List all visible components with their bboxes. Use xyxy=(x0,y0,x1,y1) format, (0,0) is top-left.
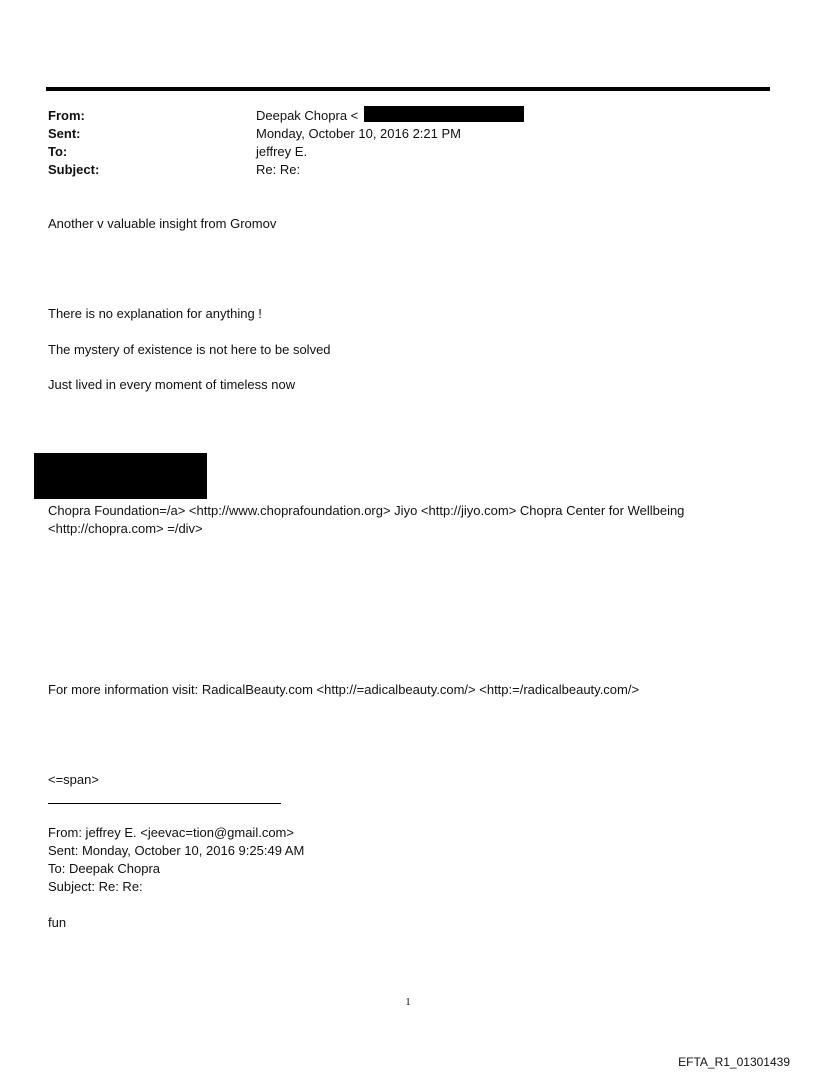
sent-value: Monday, October 10, 2016 2:21 PM xyxy=(256,126,461,141)
quoted-from: From: jeffrey E. <jeevac=tion@gmail.com> xyxy=(48,825,294,840)
body-line-2: There is no explanation for anything ! xyxy=(48,306,262,321)
quote-separator xyxy=(48,803,281,804)
quoted-message: fun xyxy=(48,915,67,930)
header-rule xyxy=(46,87,770,91)
to-label: To: xyxy=(48,144,68,159)
redaction-signature xyxy=(34,453,207,499)
page-number: 1 xyxy=(405,996,411,1008)
subject-label: Subject: xyxy=(48,162,100,177)
subject-value: Re: Re: xyxy=(256,162,301,177)
body-line-3: The mystery of existence is not here to be solved xyxy=(48,342,331,357)
to-value: jeffrey E. xyxy=(256,144,308,159)
body-line-4: Just lived in every moment of timeless now xyxy=(48,377,296,392)
quoted-subject: Subject: Re: Re: xyxy=(48,879,143,894)
quoted-sent: Sent: Monday, October 10, 2016 9:25:49 AM xyxy=(48,843,305,858)
document-id: EFTA_R1_01301439 xyxy=(678,1055,790,1069)
from-value: Deepak Chopra < xyxy=(256,108,359,123)
quoted-to: To: Deepak Chopra xyxy=(48,861,161,876)
signature-text: Chopra Foundation=/a> <http://www.choprafoundation.org> Jiyo <http://jiyo.com> Chopra Center for Wellbeing <http://chopra.com> =/div> xyxy=(48,503,685,536)
redaction-email xyxy=(364,106,524,122)
from-label: From: xyxy=(48,108,85,123)
span-tag-text: <=span> xyxy=(48,772,99,787)
sent-label: Sent: xyxy=(48,126,81,141)
body-line-1: Another v valuable insight from Gromov xyxy=(48,216,277,231)
more-info-text: For more information visit: RadicalBeauty.com <http://=adicalbeauty.com/> <http:=/radicalbeauty.com/> xyxy=(48,682,640,697)
